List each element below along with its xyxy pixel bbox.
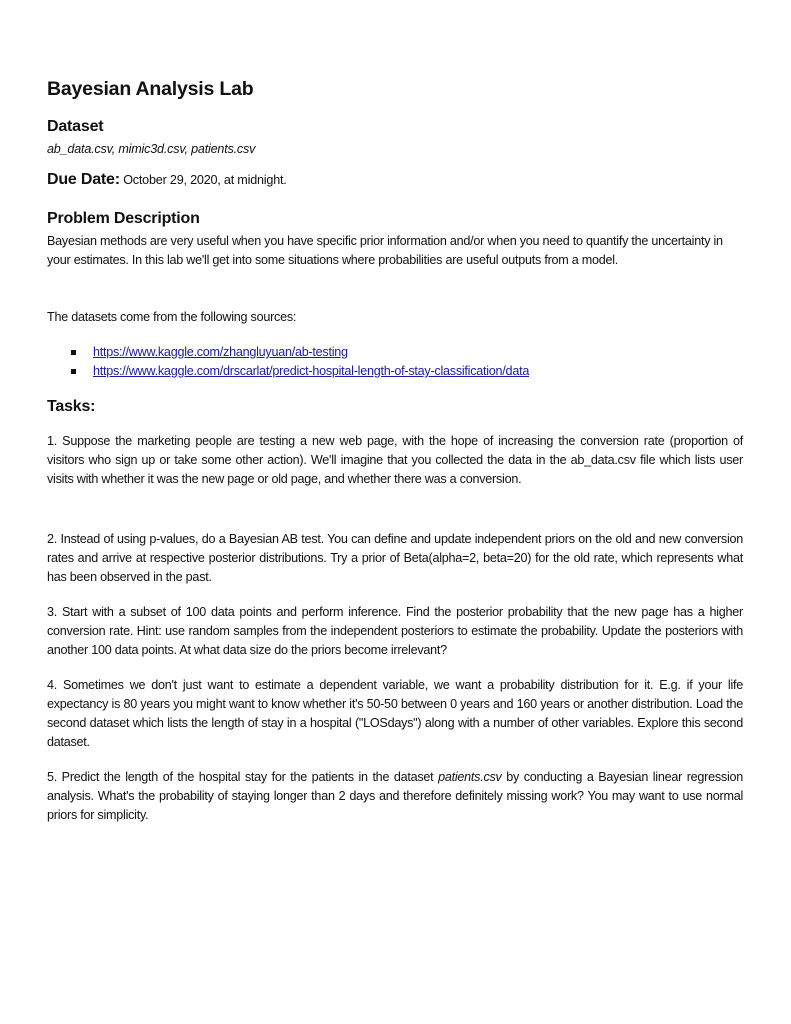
source-item (47, 343, 529, 362)
due-date-label: Due Date: (47, 171, 120, 188)
square-bullet-icon (71, 350, 76, 355)
problem-description-heading: Problem Description (47, 210, 200, 227)
task-4: 4. Sometimes we don't just want to estimate a dependent variable, we want a probability distribution for it. E.g. if your life expectancy is 80 years you might want to know whether it's 50-50 between 0 years and 160 years or another distribution. Load the second dataset which lists the length of stay in a hospital ("LOSdays") along with a number of other variables. Explore this second dataset. (47, 678, 743, 749)
task-2: 2. Instead of using p-values, do a Bayesian AB test. You can define and update independent priors on the old and new conversion rates and arrive at respective posterior distributions. Try a prior of Beta(alpha=2, beta=20) for the old rate, which represents what has been observed in the past. (47, 532, 743, 584)
task-3: 3. Start with a subset of 100 data points and perform inference. Find the posterior probability that the new page has a higher conversion rate. Hint: use random samples from the independent posteriors to estimate the probability. Update the posteriors with another 100 data points. At what data size do the priors become irrelevant? (47, 605, 743, 657)
sources-intro: The datasets come from the following sources: (47, 310, 297, 324)
task-5-text-end: by conducting a Bayesian linear regression analysis. What's the probability of staying longer than 2 days and therefore definitely missing work? You may want to use normal priors for simplicity. (47, 770, 744, 822)
task-5 (47, 768, 743, 825)
problem-description-text: Bayesian methods are very useful when you have specific prior information and/or when you need to quantify the uncertainty in your estimates. In this lab we'll get into some situations where probabilities are useful outputs from a model. (47, 234, 723, 267)
tasks-heading: Tasks: (47, 398, 96, 415)
dataset-files: ab_data.csv, mimic3d.csv, patients.csv (47, 142, 256, 156)
sources-list (47, 343, 529, 381)
due-date-value: October 29, 2020, at midnight. (119, 173, 287, 187)
source-item (47, 362, 529, 381)
task-5-text-start: 5. Predict the length of the hospital stay for the patients in the dataset (47, 770, 439, 784)
task-1: 1. Suppose the marketing people are testing a new web page, with the hope of increasing the conversion rate (proportion of visitors who sign up or take some other action). We'll imagine that you collected the data in the ab_data.csv file which lists user visits with whether it was the new page or old page, and whether there was a conversion. (47, 434, 743, 486)
due-date (47, 171, 287, 189)
dataset-heading: Dataset (47, 118, 104, 135)
task-5-filename: patients.csv (438, 770, 502, 784)
source-link-hospital-stay[interactable]: https://www.kaggle.com/drscarlat/predict-hospital-length-of-stay-classification/data (93, 364, 530, 378)
square-bullet-icon (71, 369, 76, 374)
source-link-ab-testing[interactable]: https://www.kaggle.com/zhangluyuan/ab-testing (93, 345, 348, 359)
document-title: Bayesian Analysis Lab (47, 78, 254, 100)
